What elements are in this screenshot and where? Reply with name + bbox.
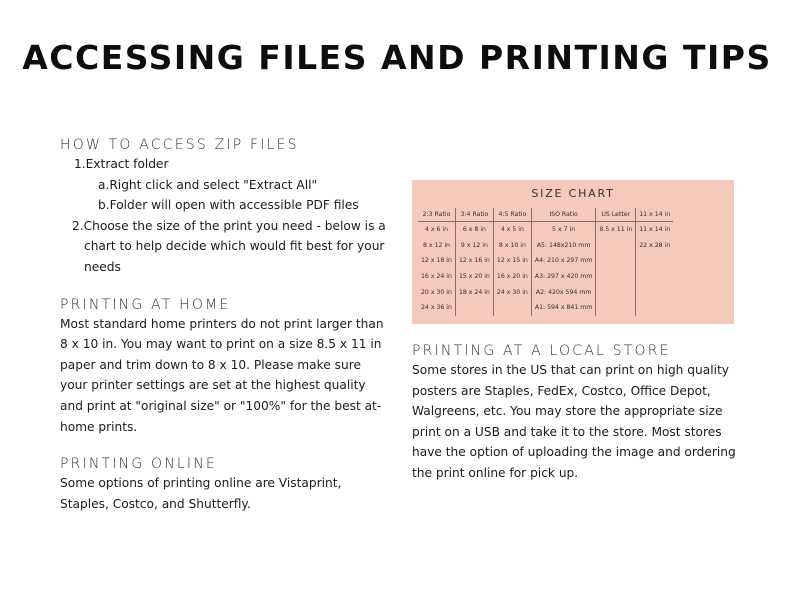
store-heading: PRINTING AT A LOCAL STORE (412, 343, 671, 359)
size-chart-cell: 12 x 15 in (493, 253, 531, 269)
size-chart-table (418, 208, 673, 316)
size-chart-cell (596, 269, 636, 285)
online-section (60, 455, 390, 514)
home-heading: PRINTING AT HOME (60, 296, 231, 313)
size-chart-cell (596, 284, 636, 300)
step-number: 2. (72, 218, 84, 233)
size-chart-title: SIZE CHART (531, 187, 615, 200)
size-chart-cell: 16 x 20 in (493, 269, 531, 285)
size-chart-cell (636, 253, 673, 269)
size-chart-cell: 8 x 10 in (493, 238, 531, 254)
size-chart-cell: 11 x 14 in (636, 222, 673, 238)
size-chart-cell: 12 x 18 in (421, 257, 452, 265)
column-header: US Letter (596, 208, 636, 222)
store-body: Some stores in the US that can print on high quality posters are Staples, FedEx, Costco, Office Depot, Walgreens, etc. You may store the appropriate size print on a USB and take it to the store. Most stores have the option of uploading the image and ordering the print online for pick up. (412, 363, 736, 480)
size-chart-row (418, 222, 673, 238)
substep-b (60, 195, 390, 216)
substep-a (60, 175, 390, 196)
column-header: 3:4 Ratio (455, 208, 493, 222)
store-section (412, 342, 736, 484)
size-chart-cell (455, 300, 493, 316)
size-chart-row (418, 284, 673, 300)
size-chart-cell: 20 x 30 in (421, 288, 452, 296)
size-chart-cell: 8.5 x 11 in (596, 222, 636, 238)
size-chart-header-row (418, 208, 673, 222)
size-chart-row (418, 300, 673, 316)
online-heading: PRINTING ONLINE (60, 456, 217, 473)
size-chart-cell: A2: 420x 594 mm (531, 284, 595, 300)
step-text: Extract folder (85, 157, 169, 171)
size-chart-cell: 12 x 16 in (455, 253, 493, 269)
size-chart-cell: 5 x 7 in (531, 222, 595, 238)
column-header: ISO Ratio (531, 208, 595, 222)
step-1 (60, 154, 390, 175)
size-chart-cell (493, 300, 531, 316)
zip-heading: HOW TO ACCESS ZIP FILES (60, 137, 299, 153)
size-chart-cell: A3: 297 x 420 mm (531, 269, 595, 285)
size-chart-cell: 16 x 24 in (421, 273, 452, 281)
size-chart-cell: 24 x 30 in (493, 284, 531, 300)
size-chart-row (418, 238, 673, 254)
size-chart-cell: 15 x 20 in (455, 269, 493, 285)
size-chart-cell: A4: 210 x 297 mm (531, 253, 595, 269)
step-2 (60, 216, 390, 278)
zip-section (60, 136, 390, 278)
column-header: 2:3 Ratio (418, 208, 455, 222)
online-body: Some options of printing online are Vistaprint, Staples, Costco, and Shutterfly. (60, 476, 342, 511)
step-text: Choose the size of the print you need - below is a chart to help decide which would fit best for your needs (83, 218, 386, 274)
step-number: 1. (74, 157, 86, 171)
column-header: 4:5 Ratio (493, 208, 531, 222)
size-chart-cell: A1: 594 x 841 mm (531, 300, 595, 316)
size-chart-cell (596, 238, 636, 254)
page-title: ACCESSING FILES AND PRINTING TIPS (22, 38, 772, 77)
size-chart-cell: 22 x 28 in (636, 238, 673, 254)
size-chart-row (418, 253, 673, 269)
substep-text: Right click and select "Extract All" (109, 177, 318, 192)
size-chart-cell: 9 x 12 in (455, 238, 493, 254)
size-chart-cell: A5: 148x210 mm (531, 238, 595, 254)
right-column (412, 180, 736, 484)
size-chart-row (418, 269, 673, 285)
substep-letter: b. (98, 198, 110, 213)
substep-text: Folder will open with accessible PDF files (109, 198, 359, 213)
size-chart-cell (636, 300, 673, 316)
size-chart-cell: 4 x 6 in (424, 226, 449, 234)
size-chart-cell (636, 269, 673, 285)
left-column (60, 136, 390, 514)
size-chart-cell: 6 x 8 in (455, 222, 493, 238)
home-body: Most standard home printers do not print larger than 8 x 10 in. You may want to print on a size 8.5 x 11 in paper and trim down to 8 x 10. Please make sure your printer settings are set at the highest quality and print at "original size" or "100%" for the best at-home prints. (60, 316, 384, 434)
column-header: 11 x 14 in (636, 208, 673, 222)
size-chart-cell: 4 x 5 in (493, 222, 531, 238)
size-chart-cell: 24 x 36 in (421, 304, 452, 312)
size-chart-cell: 8 x 12 in (422, 241, 450, 249)
home-section (60, 296, 390, 438)
size-chart-cell (596, 253, 636, 269)
size-chart-cell (596, 300, 636, 316)
substep-letter: a. (98, 177, 110, 192)
size-chart (412, 180, 734, 324)
size-chart-cell: 18 x 24 in (455, 284, 493, 300)
size-chart-cell (636, 284, 673, 300)
